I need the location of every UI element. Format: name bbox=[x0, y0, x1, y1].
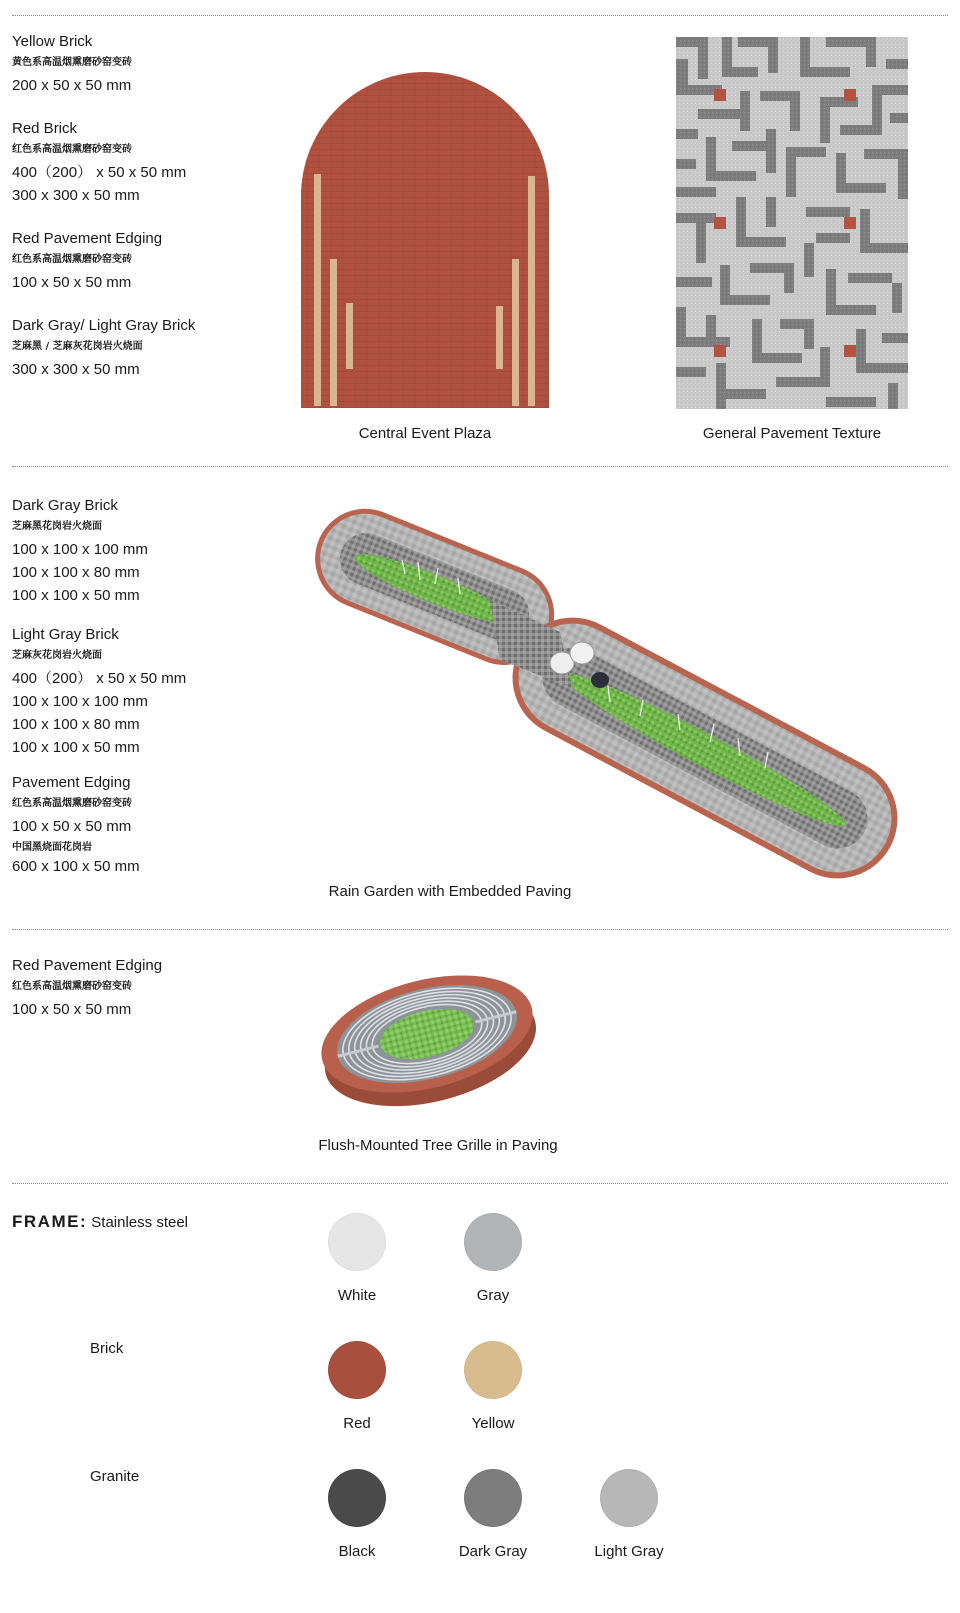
swatch-red bbox=[297, 1341, 417, 1432]
spec-dim: 300 x 300 x 50 mm bbox=[12, 187, 140, 204]
swatch-gray bbox=[433, 1213, 553, 1304]
spec-light-gray-brick bbox=[12, 625, 292, 759]
section-divider-2 bbox=[12, 929, 948, 930]
swatch-label: White bbox=[337, 1287, 377, 1304]
swatch-yellow bbox=[433, 1341, 553, 1432]
swatch-label: Red bbox=[343, 1415, 371, 1432]
plaza-shape bbox=[301, 72, 549, 408]
swatch-label: Black bbox=[338, 1543, 376, 1560]
frame-label-row bbox=[12, 1212, 188, 1232]
spec-title: Light Gray Brick bbox=[12, 626, 119, 643]
general-pavement-texture-drawing bbox=[676, 37, 908, 409]
spec-red-pavement-edging bbox=[12, 229, 292, 294]
caption-general-pavement-texture: General Pavement Texture bbox=[702, 425, 882, 442]
swatch-circle bbox=[464, 1469, 522, 1527]
spec-dim: 100 x 50 x 50 mm bbox=[12, 1001, 132, 1018]
section-divider-3 bbox=[12, 1183, 948, 1184]
spec-dim: 100 x 100 x 50 mm bbox=[12, 587, 140, 604]
plaza-strip bbox=[346, 303, 353, 369]
spec-dim: 200 x 50 x 50 mm bbox=[12, 77, 132, 94]
spec-cn: 红色系高温烟熏磨砂窑变砖 bbox=[12, 981, 132, 992]
spec-gray-brick bbox=[12, 316, 292, 381]
rain-garden-drawing bbox=[310, 510, 910, 870]
swatch-label: Dark Gray bbox=[458, 1543, 528, 1560]
section2-specs bbox=[12, 496, 292, 900]
caption-central-event-plaza: Central Event Plaza bbox=[358, 425, 492, 442]
spec-pavement-edging bbox=[12, 773, 292, 878]
plaza-strip bbox=[512, 259, 519, 406]
top-divider bbox=[12, 15, 948, 16]
plaza-strip bbox=[314, 174, 321, 406]
spec-yellow-brick bbox=[12, 32, 292, 97]
swatch-label: Yellow bbox=[471, 1415, 515, 1432]
swatch-circle bbox=[464, 1213, 522, 1271]
spec-dark-gray-brick bbox=[12, 496, 292, 607]
spec-title: Red Pavement Edging bbox=[12, 230, 163, 247]
swatch-dark-gray bbox=[433, 1469, 553, 1560]
spec-dim: 400（200） x 50 x 50 mm bbox=[12, 670, 187, 687]
frame-material: Stainless steel bbox=[91, 1214, 188, 1231]
frame-label: FRAME: bbox=[12, 1212, 88, 1231]
spec-dim: 100 x 50 x 50 mm bbox=[12, 274, 132, 291]
spec-cn: 芝麻黑 / 芝麻灰花岗岩火烧面 bbox=[12, 341, 143, 352]
swatch-white bbox=[297, 1213, 417, 1304]
swatch-black bbox=[297, 1469, 417, 1560]
swatch-circle bbox=[600, 1469, 658, 1527]
section3-specs bbox=[12, 956, 292, 1043]
granite-label: Granite bbox=[90, 1468, 140, 1485]
spec-dim: 100 x 100 x 80 mm bbox=[12, 716, 140, 733]
spec-red-pavement-edging bbox=[12, 956, 292, 1021]
plaza-strip bbox=[528, 176, 535, 406]
spec-dim: 100 x 100 x 80 mm bbox=[12, 564, 140, 581]
section1-specs bbox=[12, 32, 292, 403]
spec-cn: 红色系高温烟熏磨砂窑变砖 bbox=[12, 254, 132, 265]
swatch-circle bbox=[328, 1213, 386, 1271]
spec-title: Yellow Brick bbox=[12, 33, 93, 50]
spec-cn: 红色系高温烟熏磨砂窑变砖 bbox=[12, 144, 132, 155]
spec-dim: 100 x 100 x 100 mm bbox=[12, 693, 148, 710]
spec-cn: 芝麻灰花岗岩火烧面 bbox=[12, 650, 102, 661]
caption-rain-garden: Rain Garden with Embedded Paving bbox=[328, 883, 572, 900]
swatch-label: Gray bbox=[476, 1287, 510, 1304]
spec-title: Pavement Edging bbox=[12, 774, 131, 791]
spec-title: Red Brick bbox=[12, 120, 78, 137]
spec-dim: 100 x 100 x 50 mm bbox=[12, 739, 140, 756]
caption-tree-grille: Flush-Mounted Tree Grille in Paving bbox=[318, 1137, 558, 1154]
spec-cn: 黄色系高温烟熏磨砂窑变砖 bbox=[12, 57, 132, 68]
spec-dim: 100 x 100 x 100 mm bbox=[12, 541, 148, 558]
section-divider-1 bbox=[12, 466, 948, 467]
spec-cn: 芝麻黑花岗岩火烧面 bbox=[12, 521, 102, 532]
swatch-circle bbox=[328, 1341, 386, 1399]
spec-dim: 600 x 100 x 50 mm bbox=[12, 858, 140, 875]
spec-dim: 400（200） x 50 x 50 mm bbox=[12, 164, 187, 181]
swatch-light-gray bbox=[569, 1469, 689, 1560]
plaza-strip bbox=[496, 306, 503, 369]
spec-cn: 红色系高温烟熏磨砂窑变砖 bbox=[12, 798, 132, 809]
spec-title: Dark Gray/ Light Gray Brick bbox=[12, 317, 196, 334]
spec-cn: 中国黑烧面花岗岩 bbox=[12, 842, 92, 853]
spec-dim: 300 x 300 x 50 mm bbox=[12, 361, 140, 378]
brick-label: Brick bbox=[90, 1340, 124, 1357]
tree-grille-drawing bbox=[312, 972, 542, 1112]
swatch-circle bbox=[328, 1469, 386, 1527]
central-event-plaza-drawing bbox=[301, 72, 549, 408]
spec-red-brick bbox=[12, 119, 292, 207]
spec-title: Dark Gray Brick bbox=[12, 497, 118, 514]
plaza-strip bbox=[330, 259, 337, 406]
spec-dim: 100 x 50 x 50 mm bbox=[12, 818, 132, 835]
spec-title: Red Pavement Edging bbox=[12, 957, 163, 974]
swatch-label: Light Gray bbox=[594, 1543, 664, 1560]
swatch-circle bbox=[464, 1341, 522, 1399]
